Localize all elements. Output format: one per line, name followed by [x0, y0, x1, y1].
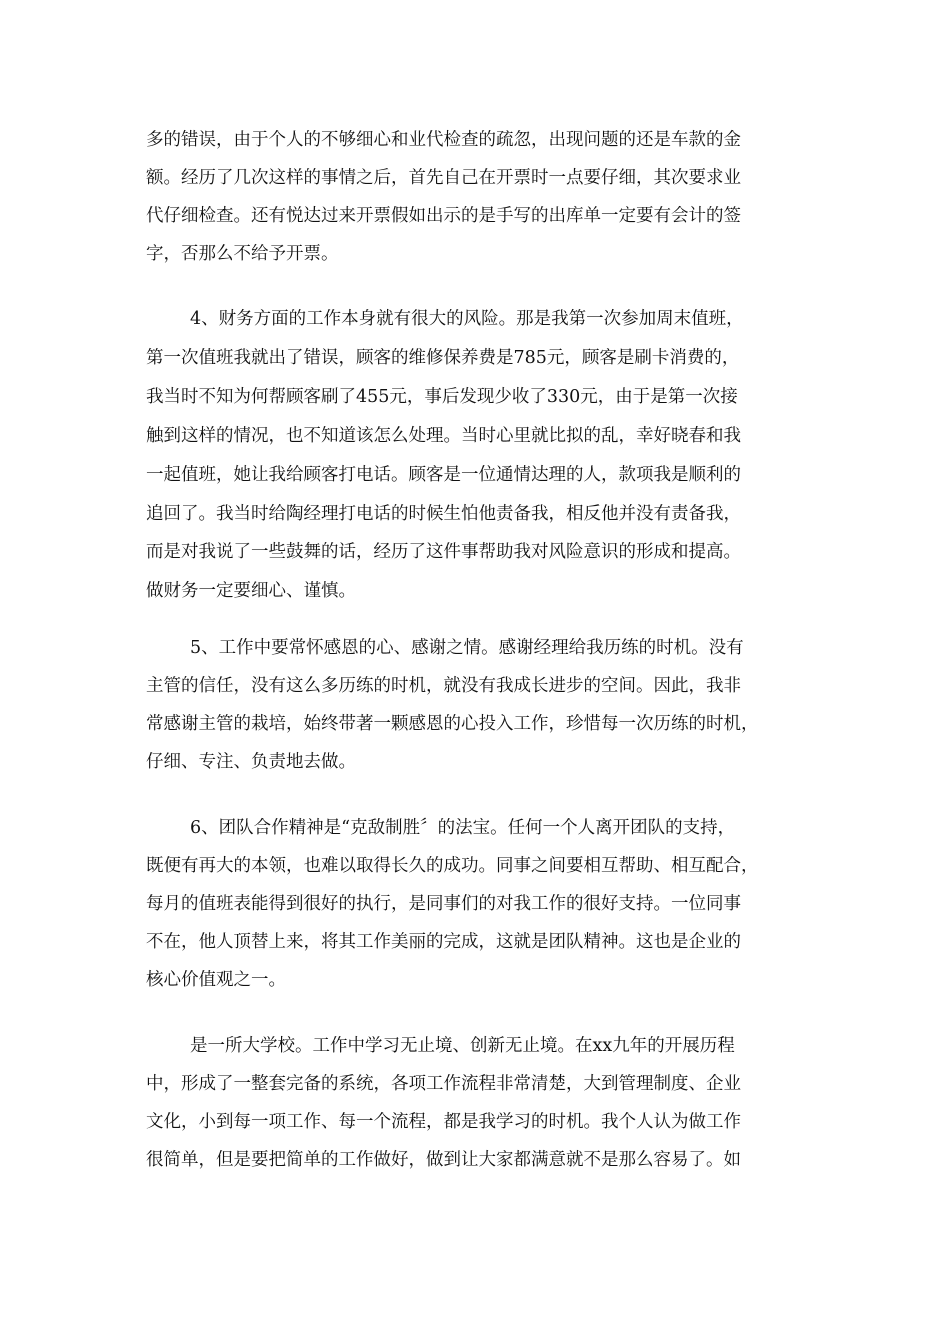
text-line: 触到这样的情况，也不知道该怎么处理。当时心里就比拟的乱，幸好晓春和我	[146, 426, 741, 446]
text-line: 追回了。我当时给陶经理打电话的时候生怕他责备我，相反他并没有责备我，	[146, 504, 741, 524]
text-line: 4、财务方面的工作本身就有很大的风险。那是我第一次参加周末值班，	[190, 309, 744, 329]
text-line: 第一次值班我就出了错误，顾客的维修保养费是785元，顾客是刷卡消费的，	[146, 348, 740, 368]
text-line: 每月的值班表能得到很好的执行，是同事们的对我工作的很好支持。一位同事	[146, 894, 741, 914]
text-line: 我当时不知为何帮顾客刷了455元，事后发现少收了330元，由于是第一次接	[146, 387, 738, 407]
text-line: 中，形成了一整套完备的系统，各项工作流程非常清楚，大到管理制度、企业	[146, 1074, 741, 1094]
text-line: 5、工作中要常怀感恩的心、感谢之情。感谢经理给我历练的时机。没有	[190, 638, 744, 658]
text-line: 很简单，但是要把简单的工作做好，做到让大家都满意就不是那么容易了。如	[146, 1150, 741, 1170]
text-line: 做财务一定要细心、谨慎。	[146, 581, 356, 601]
text-line: 6、团队合作精神是“克敌制胜〞的法宝。任何一个人离开团队的支持，	[190, 818, 736, 838]
text-line: 多的错误，由于个人的不够细心和业代检查的疏忽，出现问题的还是车款的金	[146, 130, 741, 150]
text-line: 不在，他人顶替上来，将其工作美丽的完成，这就是团队精神。这也是企业的	[146, 932, 741, 952]
text-line: 仔细、专注、负责地去做。	[146, 752, 356, 772]
text-line: 主管的信任，没有这么多历练的时机，就没有我成长进步的空间。因此，我非	[146, 676, 741, 696]
text-line: 常感谢主管的栽培，始终带著一颗感恩的心投入工作，珍惜每一次历练的时机，	[146, 714, 759, 734]
text-line: 代仔细检查。还有悦达过来开票假如出示的是手写的出库单一定要有会计的签	[146, 206, 741, 226]
text-line: 核心价值观之一。	[146, 970, 286, 990]
text-line: 一起值班，她让我给顾客打电话。顾客是一位通情达理的人，款项我是顺利的	[146, 465, 741, 485]
text-line: 额。经历了几次这样的事情之后，首先自己在开票时一点要仔细，其次要求业	[146, 168, 741, 188]
text-line: 文化，小到每一项工作、每一个流程，都是我学习的时机。我个人认为做工作	[146, 1112, 741, 1132]
text-line: 而是对我说了一些鼓舞的话，经历了这件事帮助我对风险意识的形成和提高。	[146, 542, 741, 562]
text-line: 既便有再大的本领，也难以取得长久的成功。同事之间要相互帮助、相互配合，	[146, 856, 759, 876]
text-line: 是一所大学校。工作中学习无止境、创新无止境。在xx九年的开展历程	[190, 1036, 735, 1056]
text-line: 字，否那么不给予开票。	[146, 244, 339, 264]
